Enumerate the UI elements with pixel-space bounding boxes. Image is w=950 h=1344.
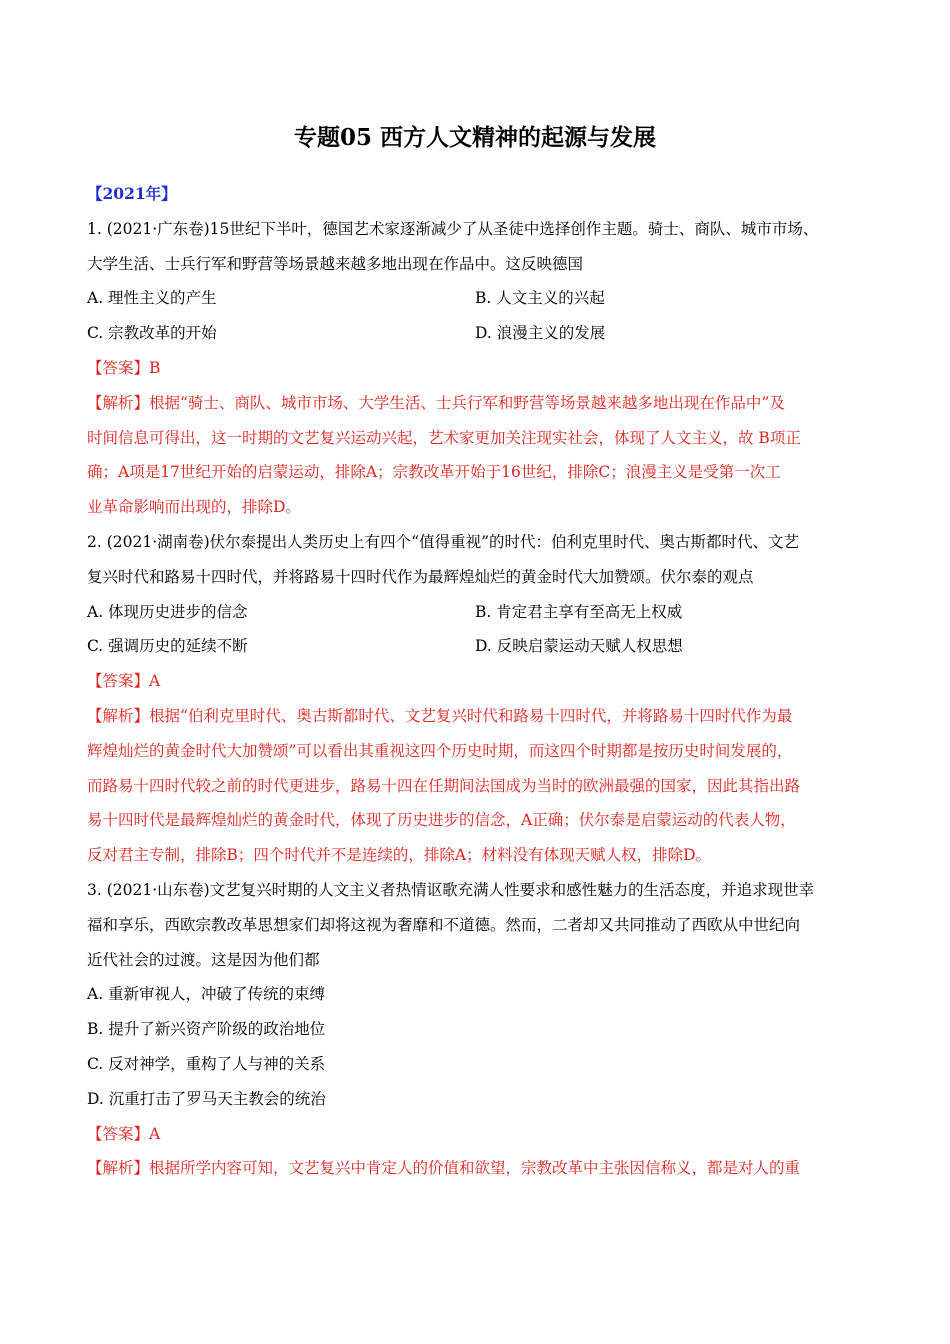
year-tag: 【2021年】: [87, 184, 177, 203]
option-b: B. 人文主义的兴起: [475, 289, 605, 308]
analysis-text: 时间信息可得出，这一时期的文艺复兴运动兴起，艺术家更加关注现实社会，体现了人文主义，故 B项正: [87, 428, 801, 447]
analysis-text: 业革命影响而出现的，排除D。: [87, 498, 301, 517]
question-stem: 1. (2021·广东卷)15世纪下半叶，德国艺术家逐渐减少了从圣徒中选择创作主题。骑士、商队、城市市场、: [87, 219, 819, 238]
question-stem: 2. (2021·湖南卷)伏尔泰提出人类历史上有四个“值得重视”的时代：伯利克里时代、奥古斯都时代、文艺: [87, 532, 800, 551]
analysis-text: 【解析】根据“骑士、商队、城市市场、大学生活、士兵行军和野营等场景越来越多地出现在作品中”及: [87, 393, 785, 412]
analysis-text: 【解析】根据“伯利克里时代、奥古斯都时代、文艺复兴时代和路易十四时代，并将路易十四时代作为最: [87, 706, 793, 725]
question-stem: 大学生活、士兵行军和野营等场景越来越多地出现在作品中。这反映德国: [87, 254, 584, 273]
option-c: C. 宗教改革的开始: [87, 324, 217, 343]
analysis-text: 反对君主专制，排除B；四个时代并不是连续的，排除A；材料没有体现天赋人权，排除D。: [87, 846, 712, 865]
option-b: B. 肯定君主享有至高无上权威: [475, 602, 683, 621]
page-title: 专题05 西方人文精神的起源与发展: [293, 124, 656, 151]
option-d: D. 反映启蒙运动天赋人权思想: [475, 637, 683, 656]
option-a: A. 体现历史进步的信念: [87, 602, 248, 621]
option-a: A. 理性主义的产生: [87, 289, 217, 308]
option-row: [87, 281, 865, 316]
option-row: [87, 629, 865, 664]
question-stem: 福和享乐，西欧宗教改革思想家们却将这视为奢靡和不道德。然而，二者却又共同推动了西欧从中世纪向: [87, 915, 801, 934]
option-a: A. 重新审视人，冲破了传统的束缚: [87, 985, 326, 1004]
question-content: [87, 177, 865, 1186]
question-stem: 复兴时代和路易十四时代，并将路易十四时代作为最辉煌灿烂的黄金时代大加赞颂。伏尔泰的观点: [87, 567, 754, 586]
analysis-text: 而路易十四时代较之前的时代更进步，路易十四在任期间法国成为当时的欧洲最强的国家，因此其指出路: [87, 776, 801, 795]
question-1: [87, 212, 865, 525]
question-2: [87, 525, 865, 873]
option-c: C. 反对神学，重构了人与神的关系: [87, 1054, 326, 1073]
analysis-text: 确；A项是17世纪开始的启蒙运动，排除A；宗教改革开始于16世纪，排除C；浪漫主义是受第一次工: [87, 463, 781, 482]
answer-label: 【答案】A: [87, 672, 161, 691]
analysis-text: 易十四时代是最辉煌灿烂的黄金时代，体现了历史进步的信念，A正确；伏尔泰是启蒙运动的代表人物，: [87, 811, 796, 830]
analysis-text: 辉煌灿烂的黄金时代大加赞颂”可以看出其重视这四个历史时期，而这四个时期都是按历史时间发展的，: [87, 741, 793, 760]
question-stem: 3. (2021·山东卷)文艺复兴时期的人文主义者热情讴歌充满人性要求和感性魅力的生活态度，并追求现世幸: [87, 880, 815, 899]
option-c: C. 强调历史的延续不断: [87, 637, 248, 656]
option-row: [87, 316, 865, 351]
question-3: [87, 873, 865, 1186]
question-stem: 近代社会的过渡。这是因为他们都: [87, 950, 320, 969]
analysis-text: 【解析】根据所学内容可知，文艺复兴中肯定人的价值和欲望，宗教改革中主张因信称义，都是对人的重: [87, 1159, 801, 1178]
answer-label: 【答案】B: [87, 358, 161, 377]
option-d: D. 浪漫主义的发展: [475, 324, 606, 343]
option-b: B. 提升了新兴资产阶级的政治地位: [87, 1020, 326, 1039]
option-row: [87, 595, 865, 630]
answer-label: 【答案】A: [87, 1124, 161, 1143]
option-d: D. 沉重打击了罗马天主教会的统治: [87, 1089, 326, 1108]
